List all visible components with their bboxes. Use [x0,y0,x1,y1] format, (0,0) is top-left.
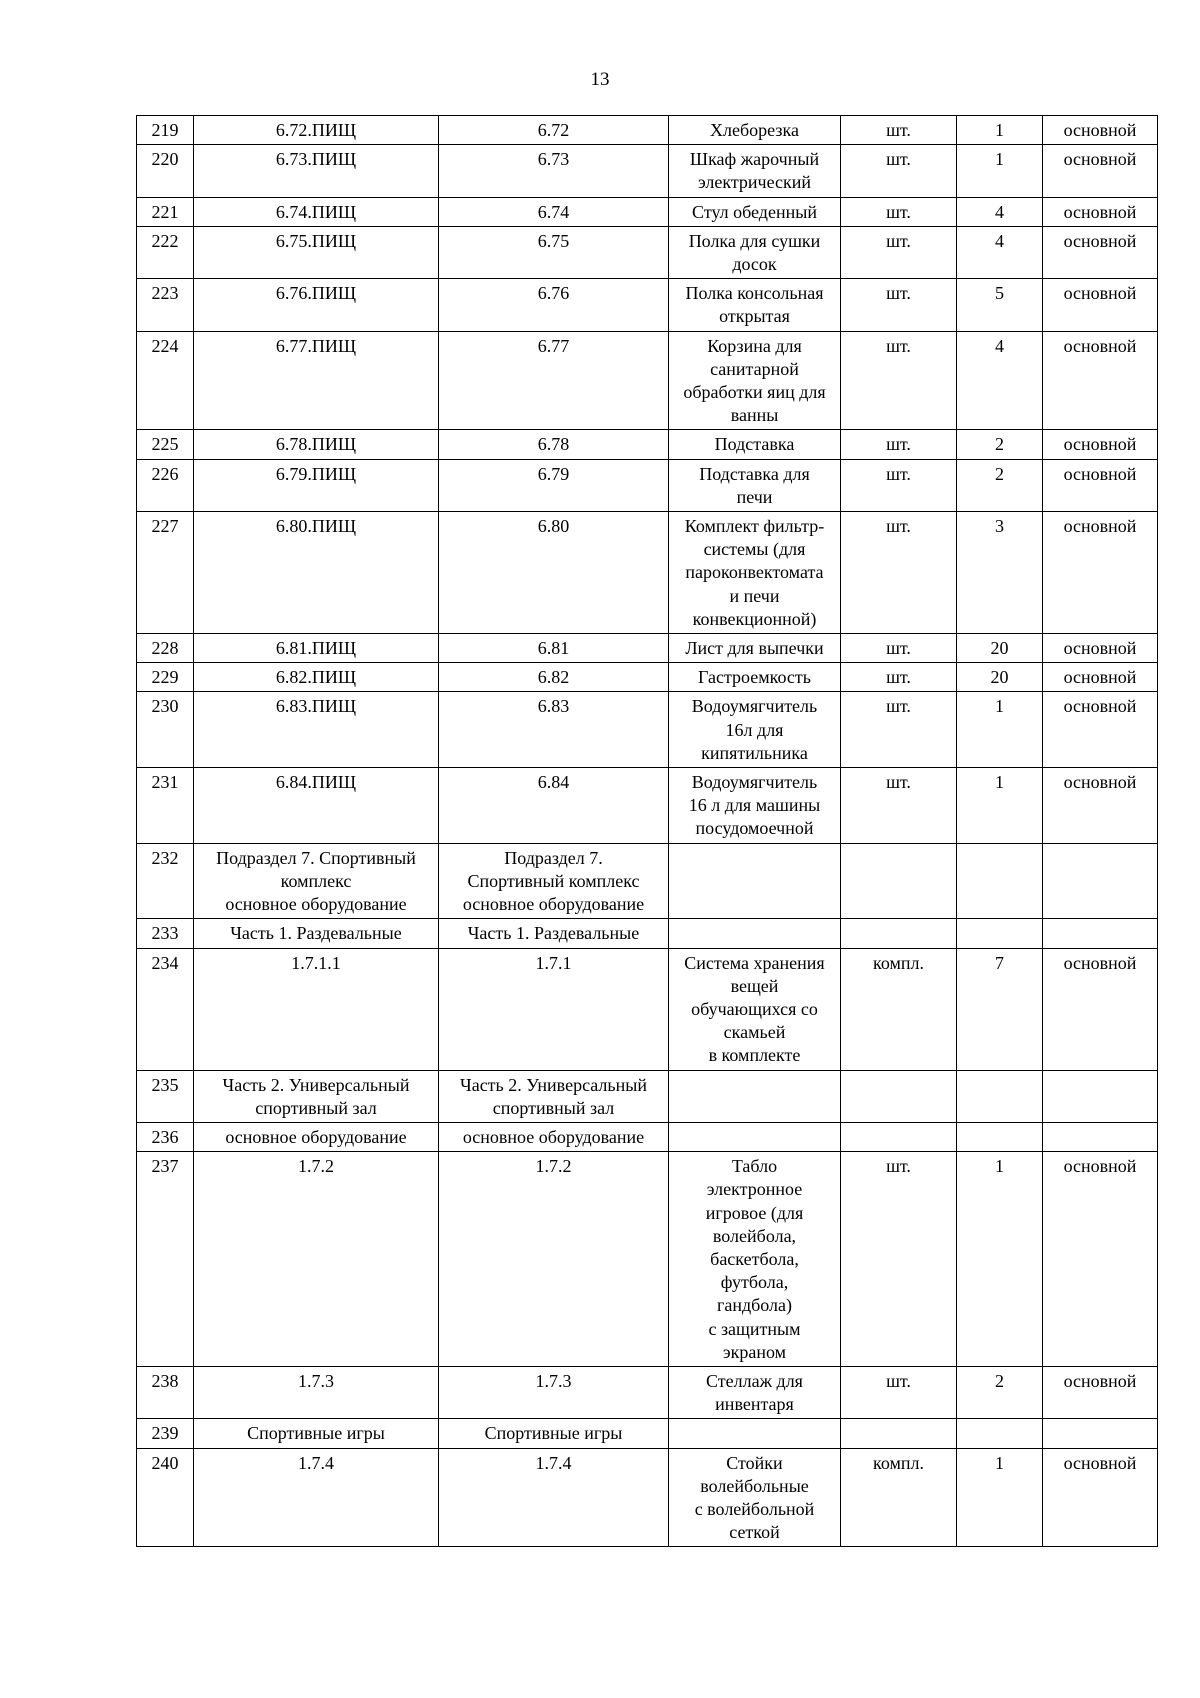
quantity-cell: 2 [957,459,1043,511]
catalog-code-cell: 6.82.ПИЩ [194,663,439,692]
unit-cell [841,843,957,919]
row-number-cell: 220 [137,145,194,197]
position-code-cell: 1.7.1 [439,948,669,1070]
equipment-type-cell [1043,843,1158,919]
row-number-cell: 239 [137,1419,194,1448]
table-row [137,1152,1158,1367]
unit-cell: шт. [841,226,957,278]
catalog-code-cell: Часть 2. Универсальный спортивный зал [194,1070,439,1122]
item-name-cell: Система хранения вещей обучающихся со скамьей в комплекте [669,948,841,1070]
quantity-cell: 5 [957,279,1043,331]
catalog-code-cell: 6.72.ПИЩ [194,116,439,145]
quantity-cell: 7 [957,948,1043,1070]
catalog-code-cell: 6.73.ПИЩ [194,145,439,197]
quantity-cell: 20 [957,663,1043,692]
equipment-type-cell: основной [1043,279,1158,331]
row-number-cell: 224 [137,331,194,430]
equipment-type-cell: основной [1043,1448,1158,1547]
row-number-cell: 240 [137,1448,194,1547]
item-name-cell: Подставка [669,430,841,459]
row-number-cell: 222 [137,226,194,278]
table-row [137,1122,1158,1151]
quantity-cell: 4 [957,226,1043,278]
position-code-cell: 6.78 [439,430,669,459]
row-number-cell: 229 [137,663,194,692]
item-name-cell: Стул обеденный [669,197,841,226]
table-row [137,512,1158,634]
table-row [137,197,1158,226]
quantity-cell: 1 [957,1448,1043,1547]
table-row [137,663,1158,692]
item-name-cell [669,1070,841,1122]
table-body [137,116,1158,1547]
unit-cell: шт. [841,1366,957,1418]
equipment-type-cell: основной [1043,663,1158,692]
unit-cell: шт. [841,279,957,331]
position-code-cell: Часть 2. Универсальный спортивный зал [439,1070,669,1122]
equipment-type-cell: основной [1043,116,1158,145]
quantity-cell: 1 [957,1152,1043,1367]
equipment-type-cell: основной [1043,512,1158,634]
position-code-cell: 6.84 [439,768,669,844]
quantity-cell [957,843,1043,919]
item-name-cell [669,843,841,919]
table-row [137,768,1158,844]
equipment-type-cell: основной [1043,1366,1158,1418]
quantity-cell: 3 [957,512,1043,634]
equipment-type-cell [1043,1122,1158,1151]
page-number: 13 [590,69,610,90]
unit-cell: шт. [841,430,957,459]
item-name-cell [669,919,841,948]
position-code-cell: 1.7.2 [439,1152,669,1367]
row-number-cell: 228 [137,634,194,663]
table-row [137,919,1158,948]
unit-cell: шт. [841,116,957,145]
position-code-cell: 6.73 [439,145,669,197]
row-number-cell: 226 [137,459,194,511]
item-name-cell: Хлеборезка [669,116,841,145]
item-name-cell: Комплект фильтр- системы (для пароконвектомата и печи конвекционной) [669,512,841,634]
catalog-code-cell: 6.80.ПИЩ [194,512,439,634]
item-name-cell: Гастроемкость [669,663,841,692]
position-code-cell: 6.80 [439,512,669,634]
equipment-type-cell: основной [1043,197,1158,226]
quantity-cell [957,1122,1043,1151]
equipment-type-cell: основной [1043,692,1158,768]
catalog-code-cell: 6.74.ПИЩ [194,197,439,226]
position-code-cell: 6.74 [439,197,669,226]
position-code-cell: 6.77 [439,331,669,430]
row-number-cell: 223 [137,279,194,331]
row-number-cell: 234 [137,948,194,1070]
quantity-cell [957,1419,1043,1448]
equipment-type-cell: основной [1043,768,1158,844]
item-name-cell: Полка консольная открытая [669,279,841,331]
quantity-cell: 4 [957,331,1043,430]
quantity-cell: 20 [957,634,1043,663]
item-name-cell: Подставка для печи [669,459,841,511]
table-row [137,1366,1158,1418]
quantity-cell: 1 [957,145,1043,197]
position-code-cell: 6.82 [439,663,669,692]
equipment-type-cell [1043,1070,1158,1122]
item-name-cell: Лист для выпечки [669,634,841,663]
table-row [137,116,1158,145]
equipment-type-cell: основной [1043,331,1158,430]
table-row [137,692,1158,768]
unit-cell [841,1122,957,1151]
unit-cell: компл. [841,1448,957,1547]
catalog-code-cell: 1.7.3 [194,1366,439,1418]
equipment-type-cell: основной [1043,226,1158,278]
position-code-cell: Подраздел 7. Спортивный комплекс основное оборудование [439,843,669,919]
row-number-cell: 227 [137,512,194,634]
table-row [137,843,1158,919]
row-number-cell: 235 [137,1070,194,1122]
position-code-cell: 6.72 [439,116,669,145]
item-name-cell: Корзина для санитарной обработки яиц для ванны [669,331,841,430]
row-number-cell: 232 [137,843,194,919]
unit-cell: шт. [841,692,957,768]
unit-cell: шт. [841,1152,957,1367]
item-name-cell: Табло электронное игровое (для волейбола, баскетбола, футбола, гандбола) с защитным экраном [669,1152,841,1367]
row-number-cell: 231 [137,768,194,844]
position-code-cell: 6.75 [439,226,669,278]
unit-cell [841,1419,957,1448]
table-row [137,331,1158,430]
quantity-cell: 1 [957,692,1043,768]
unit-cell: шт. [841,331,957,430]
item-name-cell: Водоумягчитель 16л для кипятильника [669,692,841,768]
table-row [137,1070,1158,1122]
position-code-cell: Спортивные игры [439,1419,669,1448]
catalog-code-cell: 6.81.ПИЩ [194,634,439,663]
item-name-cell: Стеллаж для инвентаря [669,1366,841,1418]
table-row [137,145,1158,197]
position-code-cell: 6.83 [439,692,669,768]
table-row [137,459,1158,511]
equipment-type-cell: основной [1043,634,1158,663]
position-code-cell: 6.76 [439,279,669,331]
equipment-type-cell: основной [1043,1152,1158,1367]
unit-cell: шт. [841,459,957,511]
item-name-cell: Стойки волейбольные с волейбольной сеткой [669,1448,841,1547]
table-row [137,226,1158,278]
catalog-code-cell: 6.78.ПИЩ [194,430,439,459]
row-number-cell: 219 [137,116,194,145]
item-name-cell: Полка для сушки досок [669,226,841,278]
equipment-type-cell: основной [1043,459,1158,511]
item-name-cell: Водоумягчитель 16 л для машины посудомоечной [669,768,841,844]
row-number-cell: 238 [137,1366,194,1418]
quantity-cell: 1 [957,116,1043,145]
unit-cell: шт. [841,197,957,226]
quantity-cell: 2 [957,430,1043,459]
position-code-cell: 6.81 [439,634,669,663]
row-number-cell: 236 [137,1122,194,1151]
unit-cell: шт. [841,145,957,197]
item-name-cell [669,1122,841,1151]
quantity-cell [957,919,1043,948]
catalog-code-cell: 6.76.ПИЩ [194,279,439,331]
unit-cell [841,919,957,948]
quantity-cell: 1 [957,768,1043,844]
catalog-code-cell: Спортивные игры [194,1419,439,1448]
quantity-cell [957,1070,1043,1122]
item-name-cell [669,1419,841,1448]
row-number-cell: 221 [137,197,194,226]
row-number-cell: 230 [137,692,194,768]
unit-cell: шт. [841,663,957,692]
catalog-code-cell: 6.84.ПИЩ [194,768,439,844]
unit-cell [841,1070,957,1122]
equipment-type-cell: основной [1043,948,1158,1070]
equipment-type-cell: основной [1043,145,1158,197]
table-row [137,1419,1158,1448]
position-code-cell: 1.7.4 [439,1448,669,1547]
row-number-cell: 233 [137,919,194,948]
table-row [137,430,1158,459]
row-number-cell: 225 [137,430,194,459]
position-code-cell: Часть 1. Раздевальные [439,919,669,948]
table-row [137,948,1158,1070]
catalog-code-cell: 1.7.4 [194,1448,439,1547]
equipment-type-cell: основной [1043,430,1158,459]
catalog-code-cell: 6.83.ПИЩ [194,692,439,768]
table-row [137,634,1158,663]
unit-cell: шт. [841,512,957,634]
catalog-code-cell: Подраздел 7. Спортивный комплекс основное оборудование [194,843,439,919]
row-number-cell: 237 [137,1152,194,1367]
catalog-code-cell: 6.77.ПИЩ [194,331,439,430]
catalog-code-cell: основное оборудование [194,1122,439,1151]
catalog-code-cell: 1.7.2 [194,1152,439,1367]
equipment-table [136,115,1158,1547]
position-code-cell: основное оборудование [439,1122,669,1151]
quantity-cell: 4 [957,197,1043,226]
unit-cell: шт. [841,768,957,844]
catalog-code-cell: 6.75.ПИЩ [194,226,439,278]
table-row [137,1448,1158,1547]
catalog-code-cell: Часть 1. Раздевальные [194,919,439,948]
catalog-code-cell: 1.7.1.1 [194,948,439,1070]
item-name-cell: Шкаф жарочный электрический [669,145,841,197]
unit-cell: компл. [841,948,957,1070]
position-code-cell: 1.7.3 [439,1366,669,1418]
table-row [137,279,1158,331]
equipment-type-cell [1043,1419,1158,1448]
catalog-code-cell: 6.79.ПИЩ [194,459,439,511]
quantity-cell: 2 [957,1366,1043,1418]
unit-cell: шт. [841,634,957,663]
equipment-type-cell [1043,919,1158,948]
position-code-cell: 6.79 [439,459,669,511]
